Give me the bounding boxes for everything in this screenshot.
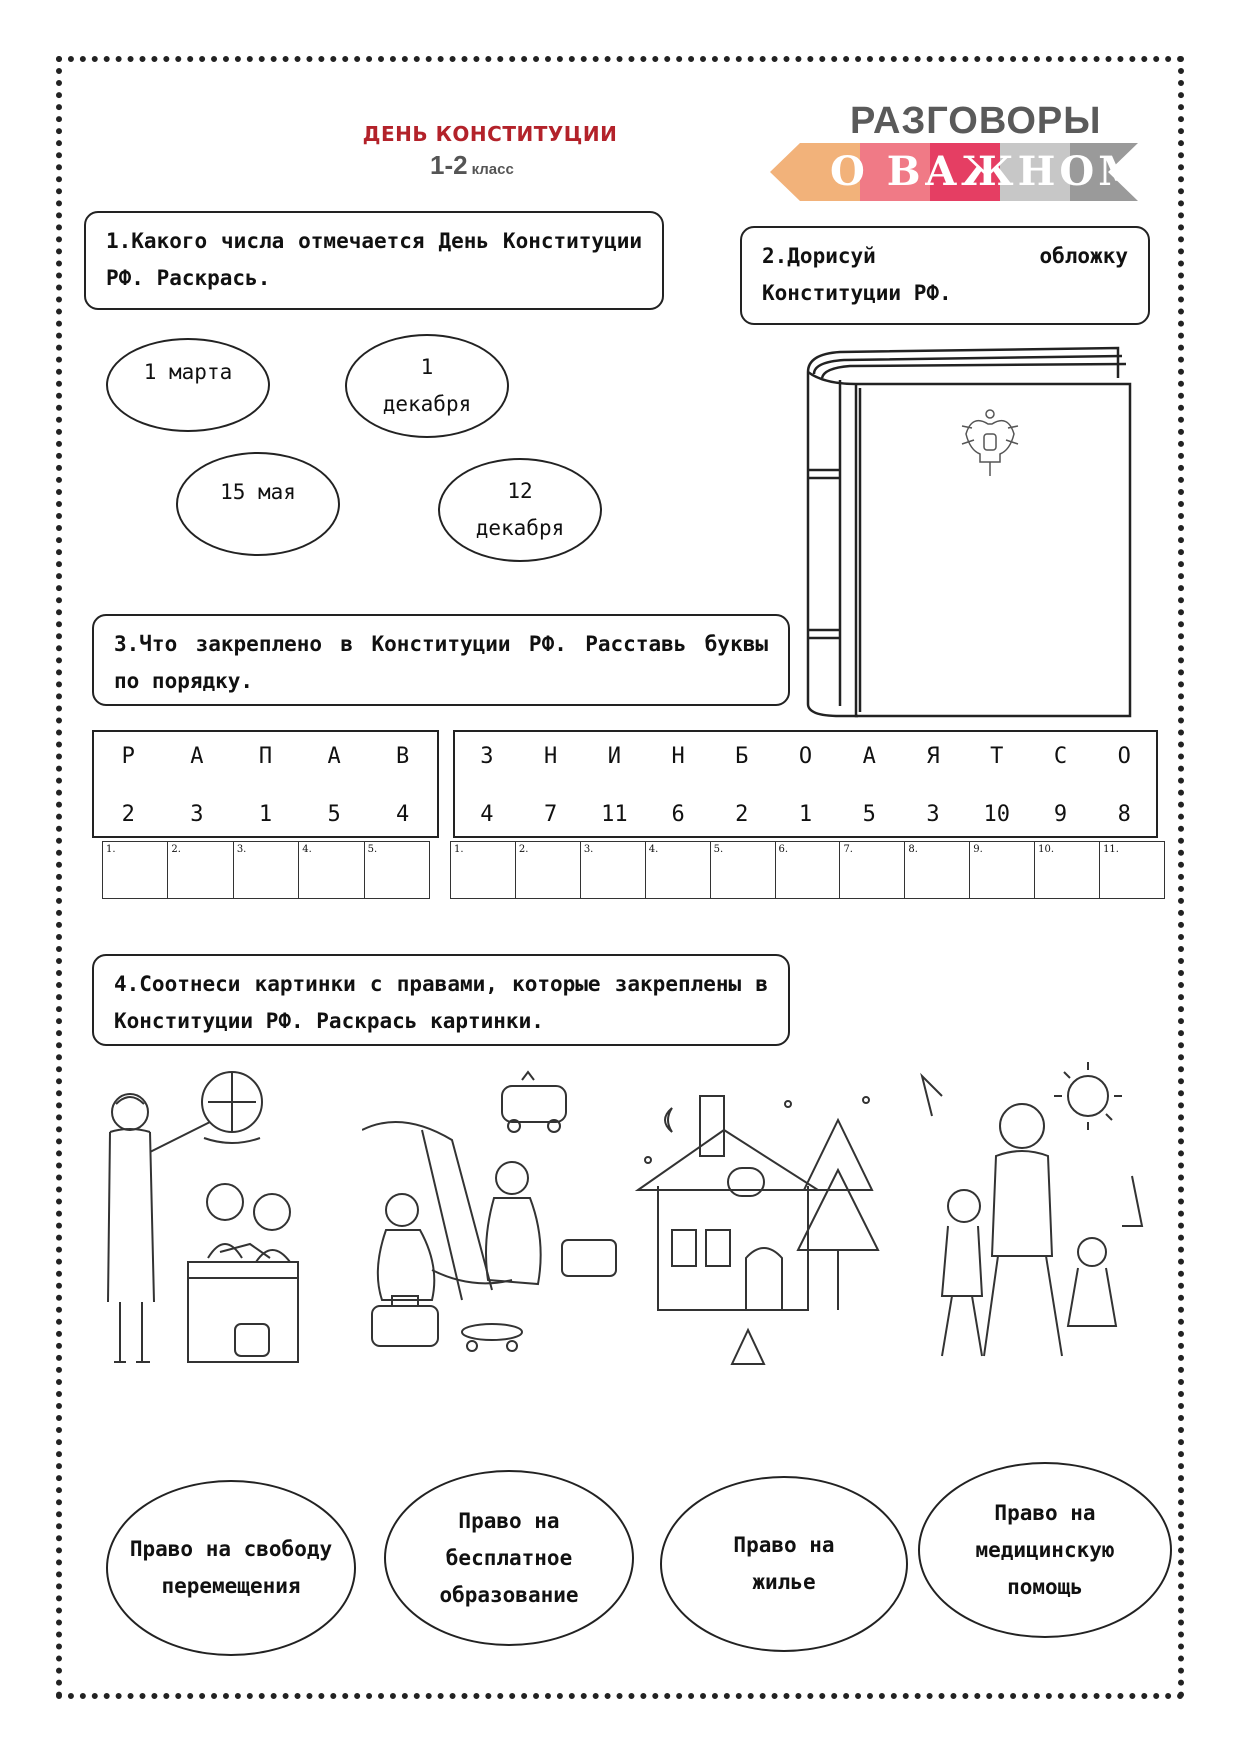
word1-numbers-row	[94, 802, 437, 827]
task2-text-left: 2.Дорисуй	[762, 244, 876, 268]
picture-family-walking[interactable]	[912, 1056, 1152, 1376]
grade-word: класс	[471, 161, 514, 178]
answer-cell[interactable]: 8.	[905, 842, 970, 898]
letter: Т	[990, 744, 1004, 769]
date-option[interactable]	[176, 452, 340, 556]
answer-cell[interactable]: 3.	[234, 842, 299, 898]
letter-number: 1	[258, 802, 273, 827]
letter-number: 2	[735, 802, 749, 827]
letter: В	[396, 744, 410, 769]
answer-cell[interactable]: 11.	[1103, 844, 1119, 855]
word2-letter-box	[453, 730, 1158, 838]
letter: Н	[543, 744, 558, 769]
task1-box	[84, 211, 664, 310]
task2-text-right: обложку	[1039, 244, 1128, 268]
right-label: Право на свободу перемещения	[129, 1537, 333, 1598]
right-oval-medical[interactable]	[918, 1462, 1172, 1638]
letter: Я	[926, 744, 940, 769]
answer-cell[interactable]: 5.	[711, 842, 776, 898]
answer-cell[interactable]: 3.	[581, 842, 646, 898]
letter-number: 2	[121, 802, 135, 827]
date-option[interactable]	[106, 338, 270, 432]
answer-cell[interactable]: 7.	[840, 842, 905, 898]
letter-number: 11	[601, 802, 628, 827]
answer-cell[interactable]: 10.	[1035, 842, 1100, 898]
letter-number: 6	[671, 802, 685, 827]
letter: З	[480, 744, 494, 769]
letter-number: 5	[327, 802, 341, 827]
letter-number: 10	[983, 802, 1010, 827]
word2-numbers-row	[455, 802, 1156, 827]
letter-number: 5	[862, 802, 876, 827]
task3-box	[92, 614, 790, 706]
task2-line1	[762, 238, 1128, 275]
task2-text-line2: Конституции РФ.	[762, 281, 952, 305]
picture-winter-house[interactable]	[628, 1080, 898, 1370]
answer-cell[interactable]: 2.	[168, 842, 233, 898]
answer-cell[interactable]: 5.	[367, 844, 378, 855]
word2-answer-grid	[450, 841, 1165, 899]
right-oval-movement[interactable]	[106, 1480, 356, 1656]
answer-cell[interactable]: 1.	[451, 842, 516, 898]
task3-text: 3.Что закреплено в Конституции РФ. Расставь буквы по порядку.	[114, 632, 768, 693]
task1-text: 1.Какого числа отмечается День Конституции РФ. Раскрась.	[106, 229, 642, 290]
right-label: Право на жилье	[733, 1533, 835, 1594]
letter: Н	[671, 744, 685, 769]
answer-cell[interactable]: 6.	[776, 842, 841, 898]
answer-cell[interactable]: 1.	[103, 842, 168, 898]
right-oval-housing[interactable]	[660, 1476, 908, 1652]
logo-bottom-text: О ВАЖНОМ	[830, 148, 1147, 195]
answer-cell[interactable]: 2.	[516, 842, 581, 898]
letter: О	[1117, 744, 1131, 769]
letter: П	[258, 744, 273, 769]
letter: И	[607, 744, 621, 769]
answer-cell[interactable]: 9.	[970, 842, 1035, 898]
right-oval-education[interactable]	[384, 1470, 634, 1646]
letter: С	[1053, 744, 1068, 769]
letter: Б	[735, 744, 749, 769]
right-label: Право на бесплатное образование	[439, 1508, 579, 1607]
picture-teacher-and-pupils[interactable]	[100, 1062, 330, 1372]
grade-label	[430, 150, 514, 181]
answer-cell[interactable]: 4.	[646, 842, 711, 898]
letter-number: 8	[1117, 802, 1131, 827]
date-option-label: 1 марта	[143, 360, 233, 384]
letter-number: 3	[190, 802, 204, 827]
grade-number: 1-2	[430, 150, 468, 180]
task4-box	[92, 954, 790, 1046]
letter: Р	[121, 744, 135, 769]
letter-number: 4	[480, 802, 494, 827]
letter-number: 9	[1053, 802, 1068, 827]
letter: А	[190, 744, 204, 769]
letter: А	[327, 744, 341, 769]
letter: О	[798, 744, 813, 769]
coat-of-arms-icon	[962, 410, 1018, 476]
word1-answer-grid	[102, 841, 430, 899]
letter: А	[862, 744, 876, 769]
logo-top-text: РАЗГОВОРЫ	[850, 100, 1102, 142]
letter-number: 7	[543, 802, 558, 827]
date-option-label: 1 декабря	[382, 355, 472, 416]
letter-number: 1	[798, 802, 813, 827]
letter-number: 4	[396, 802, 410, 827]
word1-letter-box	[92, 730, 439, 838]
letter-number: 3	[926, 802, 940, 827]
task4-text: 4.Соотнеси картинки с правами, которые закреплены в Конституции РФ. Раскрась картинки.	[114, 972, 768, 1033]
word1-letters-row	[94, 744, 437, 769]
date-option-label: 15 мая	[220, 480, 296, 504]
worksheet-title: ДЕНЬ КОНСТИТУЦИИ	[362, 122, 618, 146]
date-option-label: 12 декабря	[475, 479, 565, 540]
date-option[interactable]	[438, 458, 602, 562]
task2-box	[740, 226, 1150, 325]
constitution-book-drawing[interactable]	[800, 344, 1134, 720]
date-option[interactable]	[345, 334, 509, 438]
word2-letters-row	[455, 744, 1156, 769]
answer-cell[interactable]: 4.	[299, 842, 364, 898]
right-label: Право на медицинскую помощь	[975, 1500, 1115, 1599]
picture-doctors-helping[interactable]	[362, 1070, 622, 1360]
